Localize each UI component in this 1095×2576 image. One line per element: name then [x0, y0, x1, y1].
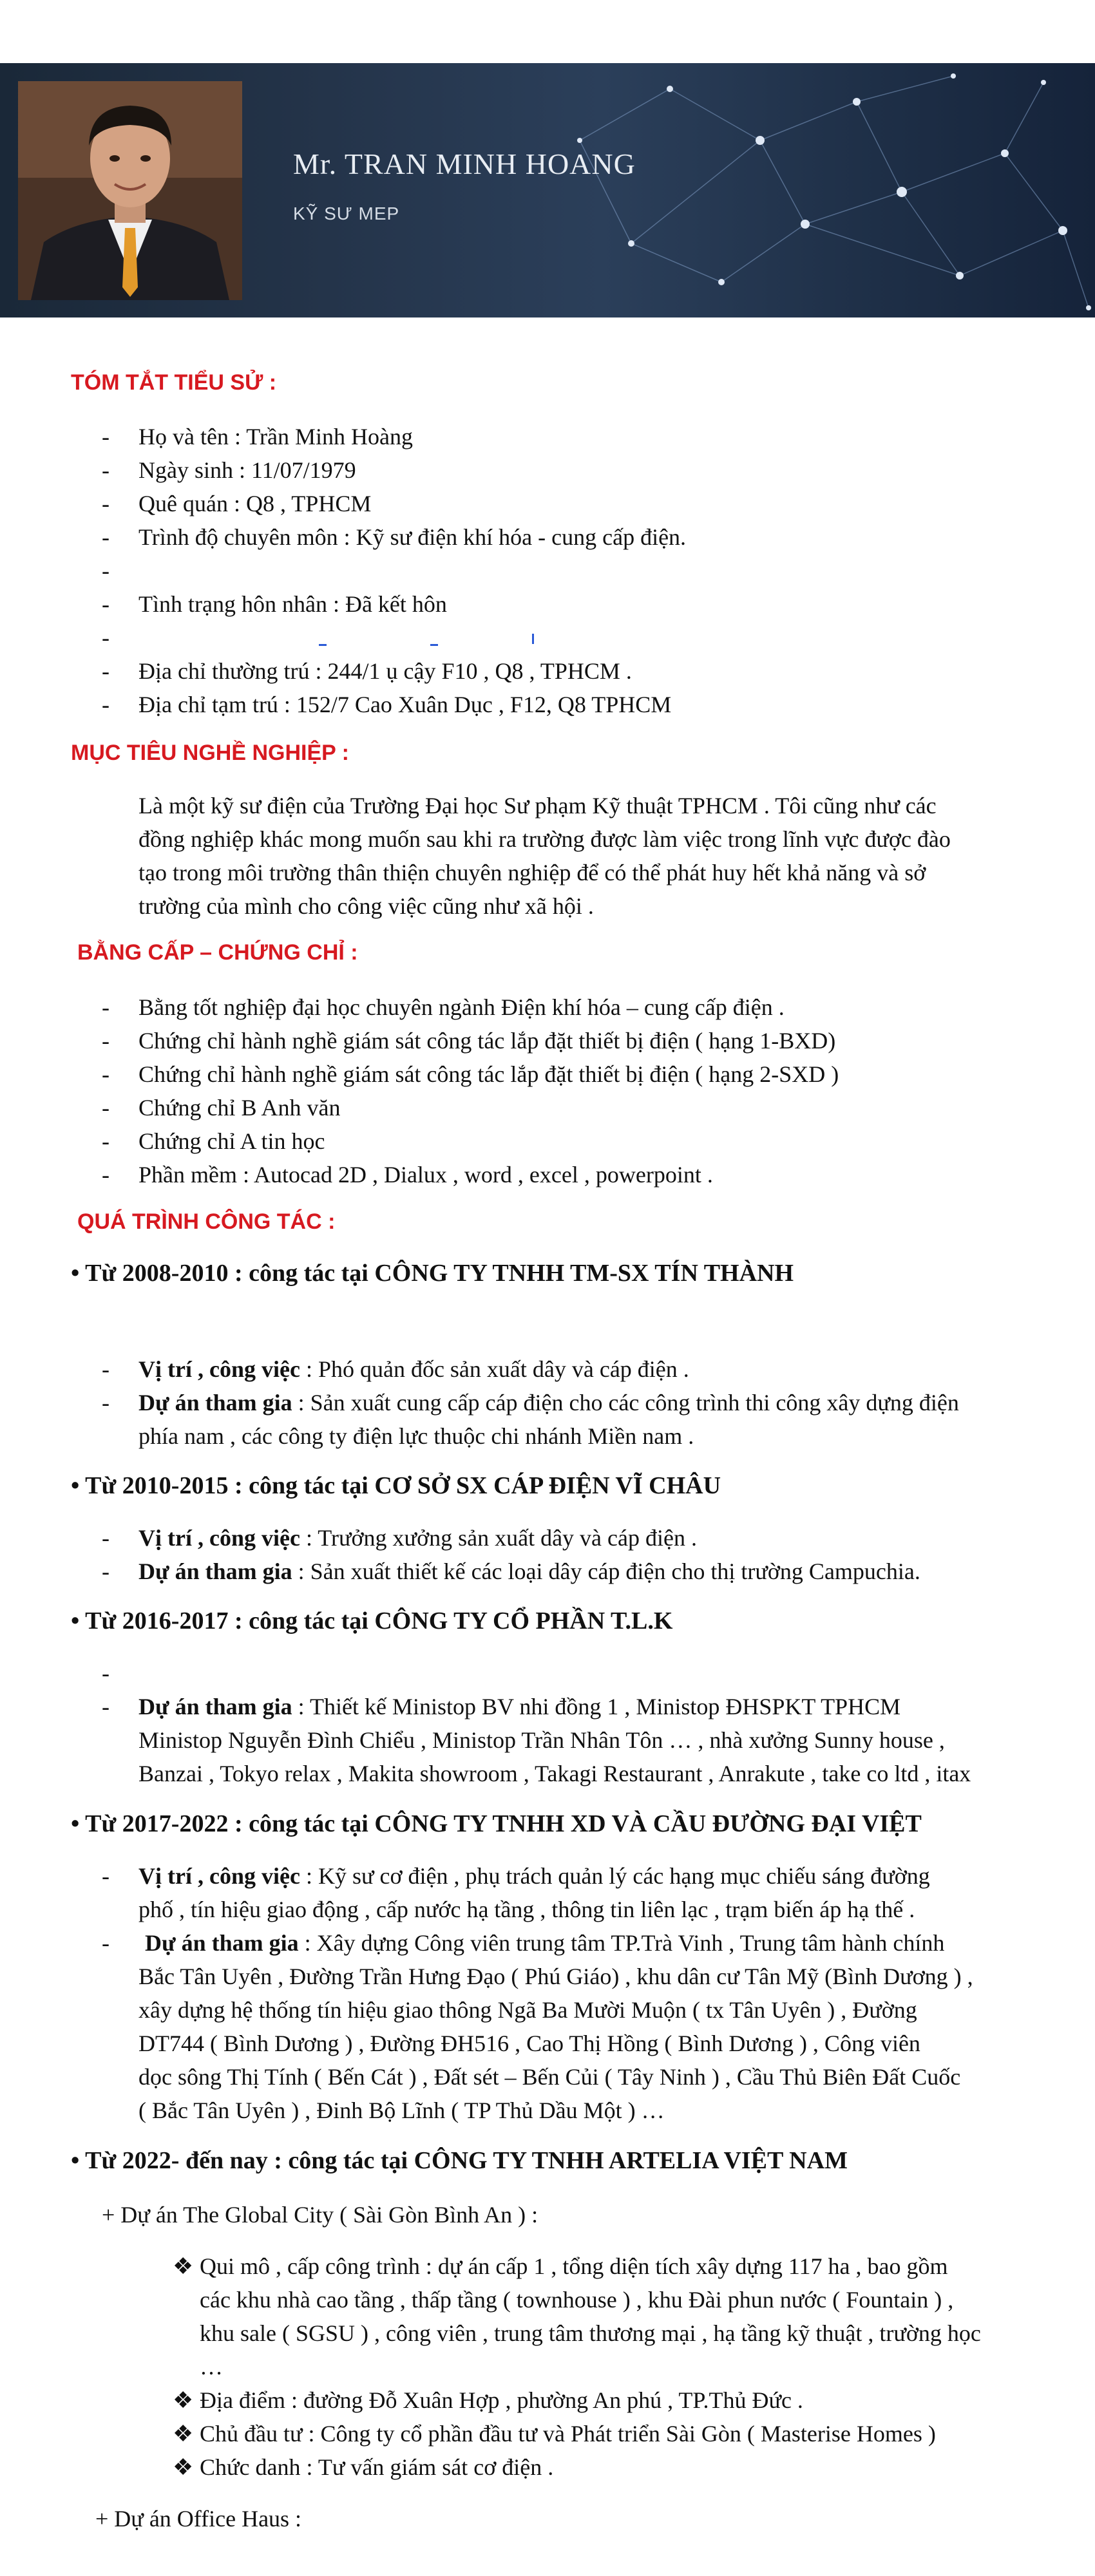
job4-project-cont: DT744 ( Bình Dương ) , Đường ĐH516 , Cao Thị Hồng ( Bình Dương ) , Công viên [138, 2031, 920, 2056]
dash-marker: - [102, 424, 110, 450]
cert-item: Bằng tốt nghiệp đại học chuyên ngành Điện khí hóa – cung cấp điện . [138, 994, 785, 1020]
dash-marker: - [102, 1162, 110, 1188]
job1-position [138, 1352, 689, 1386]
profile-photo [18, 81, 242, 300]
job-title-text: Từ 2010-2015 : công tác tại CƠ SỞ SX CÁP ĐIỆN VĨ CHÂU [85, 1472, 721, 1499]
p1-scale-line: khu sale ( SGSU ) , công viên , trung tâm thương mại , hạ tầng kỹ thuật , trường học [200, 2320, 981, 2346]
project-label: Dự án tham gia [138, 1694, 292, 1719]
dash-marker: - [102, 591, 110, 617]
cert-item: Phần mềm : Autocad 2D , Dialux , word , excel , powerpoint . [138, 1162, 713, 1188]
project-text: : Sản xuất thiết kế các loại dây cáp điện cho thị trường Campuchia. [292, 1558, 920, 1584]
project-text: : Xây dựng Công viên trung tâm TP.Trà Vinh , Trung tâm hành chính [298, 1930, 945, 1956]
diamond-bullet-icon: ❖ [173, 2454, 194, 2480]
dash-marker: - [102, 1558, 110, 1584]
cert-item: Chứng chỉ hành nghề giám sát công tác lắp đặt thiết bị điện ( hạng 1-BXD) [138, 1028, 836, 1054]
job2-position [138, 1521, 697, 1555]
project-office-haus: + Dự án Office Haus : [95, 2506, 302, 2532]
bullet-icon: • [71, 1607, 80, 1634]
bullet-icon: • [71, 1810, 80, 1837]
bio-item-marital: Tình trạng hôn nhân : Đã kết hôn [138, 591, 447, 617]
bullet-icon: • [71, 2147, 80, 2174]
bullet-icon: • [71, 1472, 80, 1499]
dash-marker: - [102, 1694, 110, 1719]
dash-marker: - [102, 1028, 110, 1054]
dash-marker: - [102, 457, 110, 483]
cert-item: Chứng chỉ A tin học [138, 1128, 325, 1154]
job3-project-cont: Ministop Nguyễn Đình Chiểu , Ministop Trần Nhân Tôn … , nhà xưởng Sunny house , [138, 1727, 945, 1753]
p1-scale-line: … [200, 2354, 223, 2380]
job-title-1 [71, 1259, 794, 1287]
project-global-city: + Dự án The Global City ( Sài Gòn Bình An ) : [102, 2202, 538, 2228]
job-title-text: Từ 2008-2010 : công tác tại CÔNG TY TNHH TM-SX TÍN THÀNH [85, 1260, 794, 1287]
cert-item: Chứng chỉ B Anh văn [138, 1095, 341, 1121]
dash-marker: - [102, 1095, 110, 1121]
job3-project [138, 1690, 900, 1723]
job4-project-cont: xây dựng hệ thống tín hiệu giao thông Ngã Ba Mười Muộn ( tx Tân Uyên ) , Đường [138, 1997, 917, 2023]
job-title-text: Từ 2017-2022 : công tác tại CÔNG TY TNHH XD VÀ CẦU ĐƯỜNG ĐẠI VIỆT [85, 1810, 922, 1837]
person-name: Mr. TRAN MINH HOANG [293, 147, 636, 180]
job-title-text: Từ 2016-2017 : công tác tại CÔNG TY CỔ PHẦN T.L.K [85, 1607, 673, 1634]
link-fragment [532, 634, 534, 644]
dash-marker: - [102, 524, 110, 550]
bullet-icon: • [71, 1260, 80, 1287]
p1-title: Chức danh : Tư vấn giám sát cơ điện . [200, 2454, 554, 2480]
header-banner [0, 63, 1095, 317]
job4-project-cont: ( Bắc Tân Uyên ) , Đinh Bộ Lĩnh ( TP Thủ Dầu Một ) … [138, 2098, 665, 2123]
dash-marker: - [102, 1930, 110, 1956]
position-label: Vị trí , công việc [138, 1863, 300, 1889]
dash-marker: - [102, 1356, 110, 1382]
bio-item-hometown: Quê quán : Q8 , TPHCM [138, 491, 372, 516]
position-text: : Trưởng xưởng sản xuất dây và cáp điện . [300, 1525, 697, 1551]
section-heading-work: QUÁ TRÌNH CÔNG TÁC : [77, 1209, 336, 1234]
objective-line: đồng nghiệp khác mong muốn sau khi ra trường được làm việc trong lĩnh vực được đào [138, 826, 951, 852]
bio-item-permanent-address: Địa chỉ thường trú : 244/1 ụ cậy F10 , Q8 , TPHCM . [138, 658, 632, 684]
job4-project-cont: dọc sông Thị Tính ( Bến Cát ) , Đất sét – Bến Củi ( Tây Ninh ) , Cầu Thủ Biên Đất Cuốc [138, 2064, 961, 2090]
job-title-2 [71, 1472, 721, 1500]
person-photo-icon [18, 81, 242, 300]
project-text: : Sản xuất cung cấp cáp điện cho các công trình thi công xây dựng điện [292, 1390, 959, 1416]
section-heading-bio: TÓM TẮT TIỂU SỬ : [71, 370, 277, 395]
job-title-text: Từ 2022- đến nay : công tác tại CÔNG TY TNHH ARTELIA VIỆT NAM [85, 2147, 848, 2174]
p1-scale-line: các khu nhà cao tầng , thấp tầng ( townhouse ) , khu Đài phun nước ( Fountain ) , [200, 2287, 954, 2313]
objective-line: Là một kỹ sư điện của Trường Đại học Sư phạm Kỹ thuật TPHCM . Tôi cũng như các [138, 793, 937, 819]
job4-project-cont: Bắc Tân Uyên , Đường Trần Hưng Đạo ( Phú Giáo) , khu dân cư Tân Mỹ (Bình Dương ) , [138, 1964, 973, 1989]
p1-investor: Chủ đầu tư : Công ty cổ phần đầu tư và Phát triển Sài Gòn ( Masterise Homes ) [200, 2421, 936, 2447]
person-role: KỸ SƯ MEP [293, 204, 400, 223]
p1-scale-line: Qui mô , cấp công trình : dự án cấp 1 , tổng diện tích xây dựng 117 ha , bao gồm [200, 2253, 948, 2279]
position-text: : Phó quản đốc sản xuất dây và cáp điện . [300, 1356, 689, 1382]
project-label: Dự án tham gia [145, 1930, 299, 1956]
job4-position [138, 1859, 930, 1893]
dash-marker: - [102, 625, 110, 650]
bio-item-name: Họ và tên : Trần Minh Hoàng [138, 424, 413, 450]
job4-position-cont: phố , tín hiệu giao động , cấp nước hạ tầng , thông tin liên lạc , trạm biến áp hạ thế . [138, 1897, 915, 1922]
project-label: Dự án tham gia [138, 1390, 292, 1416]
dash-marker: - [102, 1863, 110, 1889]
diamond-bullet-icon: ❖ [173, 2387, 194, 2413]
link-fragment [319, 644, 327, 646]
project-label: Dự án tham gia [138, 1558, 292, 1584]
dash-marker: - [102, 491, 110, 516]
position-label: Vị trí , công việc [138, 1356, 300, 1382]
dash-marker: - [102, 1061, 110, 1087]
bio-item-birthdate: Ngày sinh : 11/07/1979 [138, 457, 356, 483]
job1-project [138, 1386, 959, 1419]
dash-marker: - [102, 692, 110, 717]
dash-marker: - [102, 1128, 110, 1154]
project-text: : Thiết kế Ministop BV nhi đồng 1 , Ministop ĐHSPKT TPHCM [292, 1694, 901, 1719]
position-label: Vị trí , công việc [138, 1525, 300, 1551]
bio-item-temporary-address: Địa chỉ tạm trú : 152/7 Cao Xuân Dục , F12, Q8 TPHCM [138, 692, 672, 717]
job4-project [145, 1926, 944, 1960]
position-text: : Kỹ sư cơ điện , phụ trách quản lý các hạng mục chiếu sáng đường [300, 1863, 930, 1889]
objective-line: tạo trong môi trường thân thiện chuyên nghiệp để có thể phát huy hết khả năng và sở [138, 860, 926, 886]
diamond-bullet-icon: ❖ [173, 2253, 194, 2279]
link-fragment [430, 644, 438, 646]
job-title-5 [71, 2146, 848, 2175]
section-heading-objective: MỤC TIÊU NGHỀ NGHIỆP : [71, 741, 349, 765]
dash-marker: - [102, 994, 110, 1020]
p1-location: Địa điểm : đường Đỗ Xuân Hợp , phường An phú , TP.Thủ Đức . [200, 2387, 803, 2413]
job-title-3 [71, 1607, 672, 1635]
cert-item: Chứng chỉ hành nghề giám sát công tác lắp đặt thiết bị điện ( hạng 2-SXD ) [138, 1061, 839, 1087]
dash-marker: - [102, 658, 110, 684]
job1-project-cont: phía nam , các công ty điện lực thuộc chi nhánh Miền nam . [138, 1423, 694, 1449]
job-title-4 [71, 1810, 922, 1838]
objective-line: trường của mình cho công việc cũng như xã hội . [138, 893, 594, 919]
section-heading-certs: BẰNG CẤP – CHỨNG CHỈ : [77, 940, 358, 965]
dash-marker: - [102, 1390, 110, 1416]
dash-marker: - [102, 1525, 110, 1551]
job2-project [138, 1555, 920, 1588]
dash-marker: - [102, 1660, 110, 1686]
job3-project-cont: Banzai , Tokyo relax , Makita showroom , Takagi Restaurant , Anrakute , take co ltd , itax [138, 1761, 971, 1786]
dash-marker: - [102, 558, 110, 583]
bio-item-qualification: Trình độ chuyên môn : Kỹ sư điện khí hóa - cung cấp điện. [138, 524, 687, 550]
diamond-bullet-icon: ❖ [173, 2421, 194, 2447]
